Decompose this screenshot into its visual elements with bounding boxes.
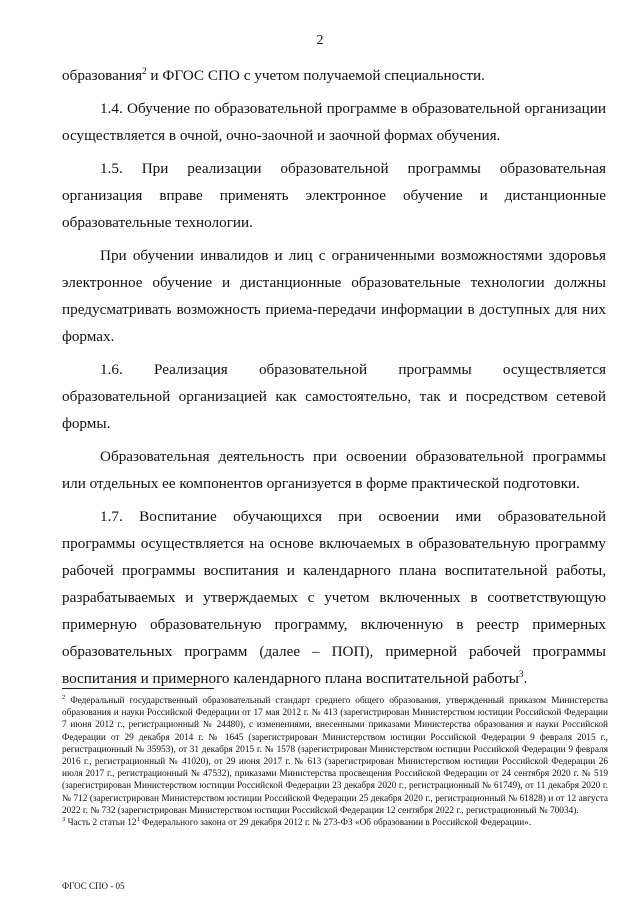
footnote-inline-sup: 1 — [136, 815, 140, 823]
paragraph-text-after: и ФГОС СПО с учетом получаемой специальности. — [146, 67, 485, 84]
footnote-3 — [62, 817, 608, 829]
paragraph-text: образования — [62, 67, 143, 84]
main-text — [62, 62, 606, 692]
paragraph-1-6: 1.6. Реализация образовательной программы осуществляется образовательной организацией как самостоятельно, так и посредством сетевой формы. — [62, 361, 606, 432]
footnote-text: Часть 2 статьи 12 — [65, 818, 137, 829]
footnotes — [62, 695, 608, 829]
paragraph-1-7 — [62, 503, 606, 692]
paragraph-1-5: 1.5. При реализации образовательной программы образовательная организация вправе применять электронное обучение и дистанционные образовательные технологии. — [62, 160, 606, 231]
footnote-mark: 2 — [62, 693, 66, 701]
footnote-2 — [62, 695, 608, 817]
paragraph-continuation — [62, 62, 606, 89]
footnote-ref[interactable]: 3 — [518, 668, 524, 679]
paragraph-text: 1.7. Воспитание обучающихся при освоении ими образовательной программы осуществляется на основе включаемых в образовательную программу рабочей программы воспитания и календарного плана воспитательной работы, разрабатываемых и утверждаемых с учетом включенных в соответствующую примерную образовательную программу, включенную в реестр примерных образовательных программ (далее – ПОП), примерной рабочей программы воспитания и примерного календарного плана воспитательной работы — [62, 508, 606, 687]
document-code: ФГОС СПО - 05 — [62, 881, 125, 891]
paragraph-practical-training: Образовательная деятельность при освоении образовательной программы или отдельных ее компонентов организуется в форме практической подготовки. — [62, 448, 606, 492]
footnote-ref[interactable]: 2 — [142, 65, 147, 76]
page-number: 2 — [316, 33, 324, 48]
paragraph-1-4: 1.4. Обучение по образовательной программе в образовательной организации осуществляется в очной, очно-заочной и заочной формах обучения. — [62, 100, 606, 144]
paragraph-text-after: . — [523, 670, 528, 687]
footnote-mark: 3 — [62, 815, 66, 823]
footnote-separator — [62, 688, 214, 689]
footnote-text-after: Федерального закона от 29 декабря 2012 г. № 273-ФЗ «Об образовании в Российской Федерации». — [139, 818, 532, 829]
footnote-text: Федеральный государственный образовательный стандарт среднего общего образования, утвержденный приказом Министерства образования и науки Российской Федерации от 17 мая 2012 г. № 413 (зарегистрирован Министерством юстиции Российской Федерации 7 июня 2012 г., регистрационный № 24480), с изменениями, внесенными приказами Министерства образования и науки Российской Федерации от 29 декабря 2014 г. № 1645 (зарегистрирован Министерством юстиции Российской Федерации 9 февраля 2015 г., регистрационный № 35953), от 31 декабря 2015 г. № 1578 (зарегистрирован Министерством юстиции Российской Федерации 9 февраля 2016 г., регистрационный № 41020), от 29 июня 2017 г. № 613 (зарегистрирован Министерством юстиции Российской Федерации 26 июля 2017 г., регистрационный № 47532), приказами Министерства просвещения Российской Федерации от 24 сентября 2020 г. № 519 (зарегистрирован Министерством юстиции Российской Федерации 23 декабря 2020 г., регистрационный № 61749), от 11 декабря 2020 г. № 712 (зарегистрирован Министерством юстиции Российской Федерации 25 декабря 2020 г., регистрационный № 61828) и от 12 августа 2022 г. № 732 (зарегистрирован Министерством юстиции Российской Федерации 12 сентября 2022 г., регистрационный № 70034). — [62, 696, 608, 816]
paragraph-disabled-learners: При обучении инвалидов и лиц с ограниченными возможностями здоровья электронное обучение и дистанционные образовательные технологии должны предусматривать возможность приема-передачи информации в доступных для них формах. — [62, 247, 606, 345]
